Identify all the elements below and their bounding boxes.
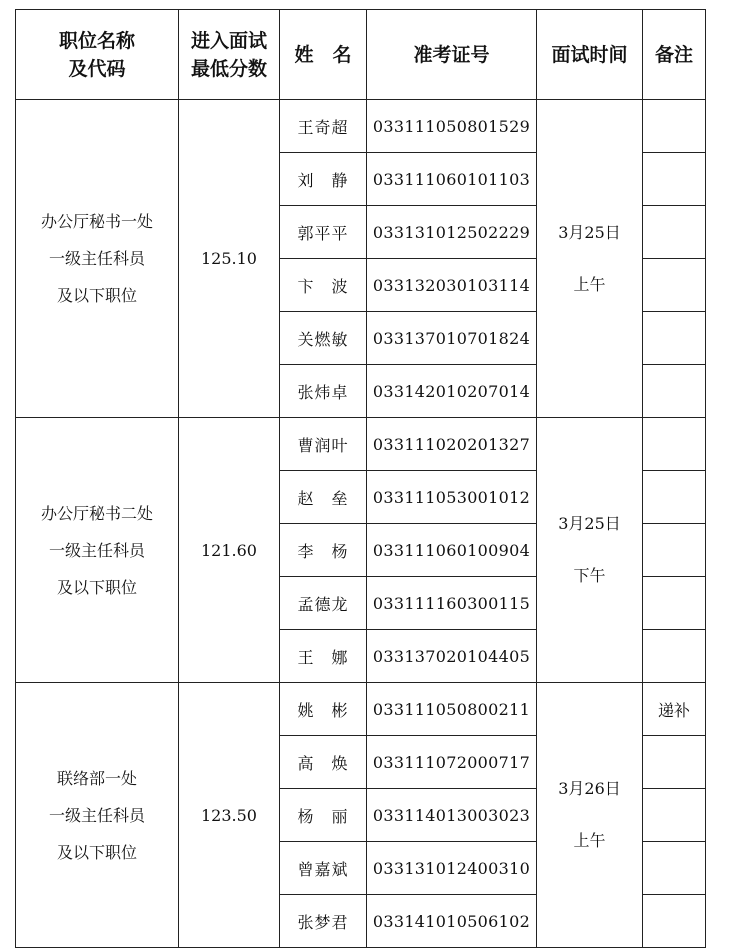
remarks-cell xyxy=(643,153,706,206)
interview-time-cell xyxy=(537,418,643,683)
candidate-name: 郭平平 xyxy=(280,206,367,259)
table-header-row xyxy=(16,10,706,100)
remarks-cell xyxy=(643,365,706,418)
candidate-name: 张炜卓 xyxy=(280,365,367,418)
candidate-name: 赵 垒 xyxy=(280,471,367,524)
exam-id: 033111050800211 xyxy=(367,683,537,736)
position-cell xyxy=(16,100,179,418)
remarks-cell xyxy=(643,259,706,312)
exam-id: 033137020104405 xyxy=(367,630,537,683)
remarks-cell xyxy=(643,206,706,259)
remarks-cell: 递补 xyxy=(643,683,706,736)
remarks-cell xyxy=(643,471,706,524)
remarks-cell xyxy=(643,895,706,948)
position-text: 及以下职位 xyxy=(56,842,137,862)
table-body xyxy=(16,100,706,948)
remarks-cell xyxy=(643,736,706,789)
candidate-name: 关燃敏 xyxy=(280,312,367,365)
exam-id: 033111060100904 xyxy=(367,524,537,577)
interview-time-text: 下午 xyxy=(573,566,606,585)
table-row xyxy=(16,418,706,471)
candidate-name: 曹润叶 xyxy=(280,418,367,471)
table-row xyxy=(16,683,706,736)
table-row xyxy=(16,100,706,153)
interview-time-cell xyxy=(537,100,643,418)
candidate-name: 卞 波 xyxy=(280,259,367,312)
exam-id: 033141010506102 xyxy=(367,895,537,948)
position-text: 联络部一处 xyxy=(56,768,137,788)
exam-id: 033111050801529 xyxy=(367,100,537,153)
candidate-name: 李 杨 xyxy=(280,524,367,577)
exam-id: 033131012400310 xyxy=(367,842,537,895)
interview-time-text: 3月26日 xyxy=(558,779,621,798)
exam-id: 033111060101103 xyxy=(367,153,537,206)
exam-id: 033111072000717 xyxy=(367,736,537,789)
position-cell xyxy=(16,683,179,948)
min-score-cell: 121.60 xyxy=(179,418,280,683)
header-position: 职位名称 及代码 xyxy=(16,10,179,100)
candidate-name: 孟德龙 xyxy=(280,577,367,630)
position-text: 及以下职位 xyxy=(56,577,137,597)
candidate-name: 张梦君 xyxy=(280,895,367,948)
candidate-name: 曾嘉斌 xyxy=(280,842,367,895)
candidate-name: 王 娜 xyxy=(280,630,367,683)
candidate-name: 高 焕 xyxy=(280,736,367,789)
remarks-cell xyxy=(643,842,706,895)
candidate-name: 姚 彬 xyxy=(280,683,367,736)
remarks-cell xyxy=(643,312,706,365)
min-score-cell: 123.50 xyxy=(179,683,280,948)
position-text: 办公厅秘书二处 xyxy=(40,503,153,523)
position-text: 一级主任科员 xyxy=(48,805,145,825)
interview-time-text: 3月25日 xyxy=(558,222,621,242)
candidate-name: 刘 静 xyxy=(280,153,367,206)
exam-id: 033131012502229 xyxy=(367,206,537,259)
exam-id: 033111160300115 xyxy=(367,577,537,630)
candidate-name: 王奇超 xyxy=(280,100,367,153)
remarks-cell xyxy=(643,577,706,630)
exam-id: 033132030103114 xyxy=(367,259,537,312)
interview-time-text: 上午 xyxy=(573,831,606,850)
header-remarks: 备注 xyxy=(643,10,706,100)
interview-time-text: 3月25日 xyxy=(558,514,621,533)
interview-time-cell xyxy=(537,683,643,948)
position-text: 及以下职位 xyxy=(56,286,137,305)
position-cell xyxy=(16,418,179,683)
interview-list-table xyxy=(15,9,706,948)
exam-id: 033111020201327 xyxy=(367,418,537,471)
header-exam-id: 准考证号 xyxy=(367,10,537,100)
exam-id: 033137010701824 xyxy=(367,312,537,365)
header-interview-time: 面试时间 xyxy=(537,10,643,100)
position-text: 一级主任科员 xyxy=(48,540,145,560)
position-text: 一级主任科员 xyxy=(48,249,145,268)
header-min-score: 进入面试 最低分数 xyxy=(179,10,280,100)
candidate-name: 杨 丽 xyxy=(280,789,367,842)
remarks-cell xyxy=(643,100,706,153)
interview-time-text: 上午 xyxy=(573,274,606,294)
exam-id: 033114013003023 xyxy=(367,789,537,842)
exam-id: 033111053001012 xyxy=(367,471,537,524)
header-name: 姓 名 xyxy=(280,10,367,100)
remarks-cell xyxy=(643,630,706,683)
remarks-cell xyxy=(643,418,706,471)
position-text: 办公厅秘书一处 xyxy=(40,212,153,231)
exam-id: 033142010207014 xyxy=(367,365,537,418)
remarks-cell xyxy=(643,524,706,577)
remarks-cell xyxy=(643,789,706,842)
min-score-cell: 125.10 xyxy=(179,100,280,418)
